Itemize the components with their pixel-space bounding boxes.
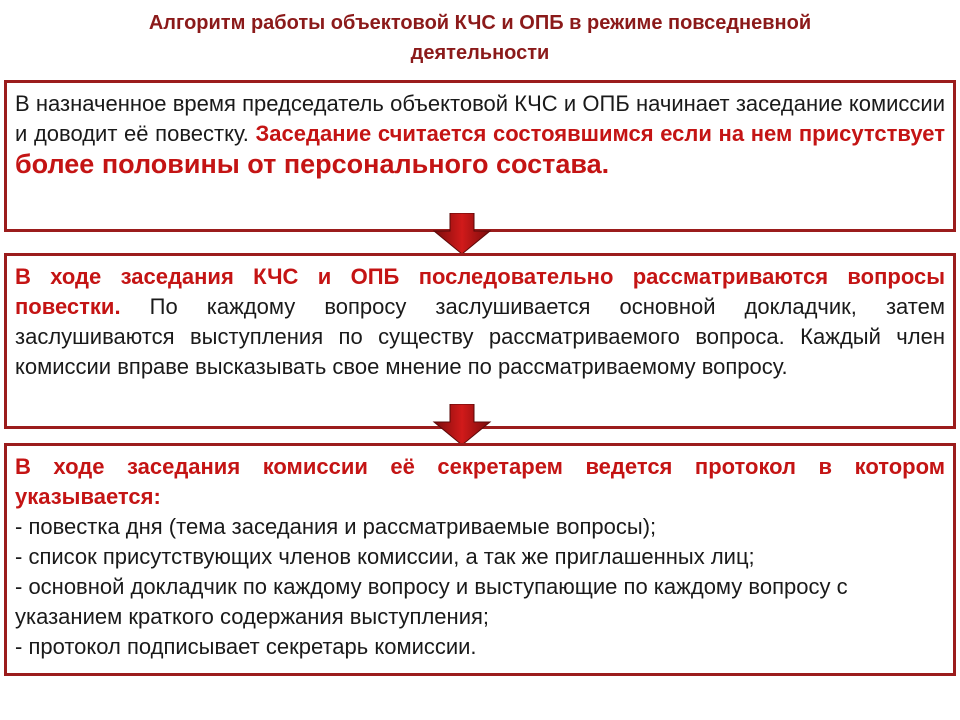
step-box-meeting-start <box>4 80 956 232</box>
quorum-highlight-text: более половины от персонального состава. <box>15 149 610 179</box>
protocol-item: - повестка дня (тема заседания и рассматриваемые вопросы); <box>15 514 657 539</box>
step-box-protocol <box>4 443 956 676</box>
slide-title-line1: Алгоритм работы объектовой КЧС и ОПБ в режиме повседневной <box>148 12 812 34</box>
meeting-start-text: В назначенное время председатель объектовой КЧС и ОПБ начинает заседание комиссии и доводит её повестку. <box>15 91 945 146</box>
down-arrow-icon <box>432 213 492 255</box>
slide-title <box>20 8 940 68</box>
slide-title-line2: деятельности <box>410 42 550 64</box>
quorum-condition-text: Заседание считается состоявшимся если на нем присутствует <box>255 121 945 146</box>
step-box-agenda-review <box>4 253 956 429</box>
agenda-review-text: По каждому вопросу заслушивается основной докладчик, затем заслушиваются выступления по существу рассматриваемого вопроса. Каждый член комиссии вправе высказывать свое мнение по рассматриваемому вопросу. <box>15 294 945 379</box>
protocol-item: - основной докладчик по каждому вопросу и выступающие по каждому вопросу с указанием краткого содержания выступления; <box>15 574 848 629</box>
step-box-agenda-review-text <box>15 262 945 382</box>
protocol-item: - протокол подписывает секретарь комиссии. <box>15 634 477 659</box>
protocol-highlight-text: В ходе заседания комиссии её секретарем ведется протокол в котором указывается: <box>15 454 945 509</box>
agenda-review-highlight-text: В ходе заседания КЧС и ОПБ последовательно рассматриваются вопросы повестки. <box>15 264 945 319</box>
step-box-meeting-start-text <box>15 89 945 181</box>
protocol-item: - список присутствующих членов комиссии, а так же приглашенных лиц; <box>15 544 755 569</box>
down-arrow-icon <box>432 404 492 446</box>
